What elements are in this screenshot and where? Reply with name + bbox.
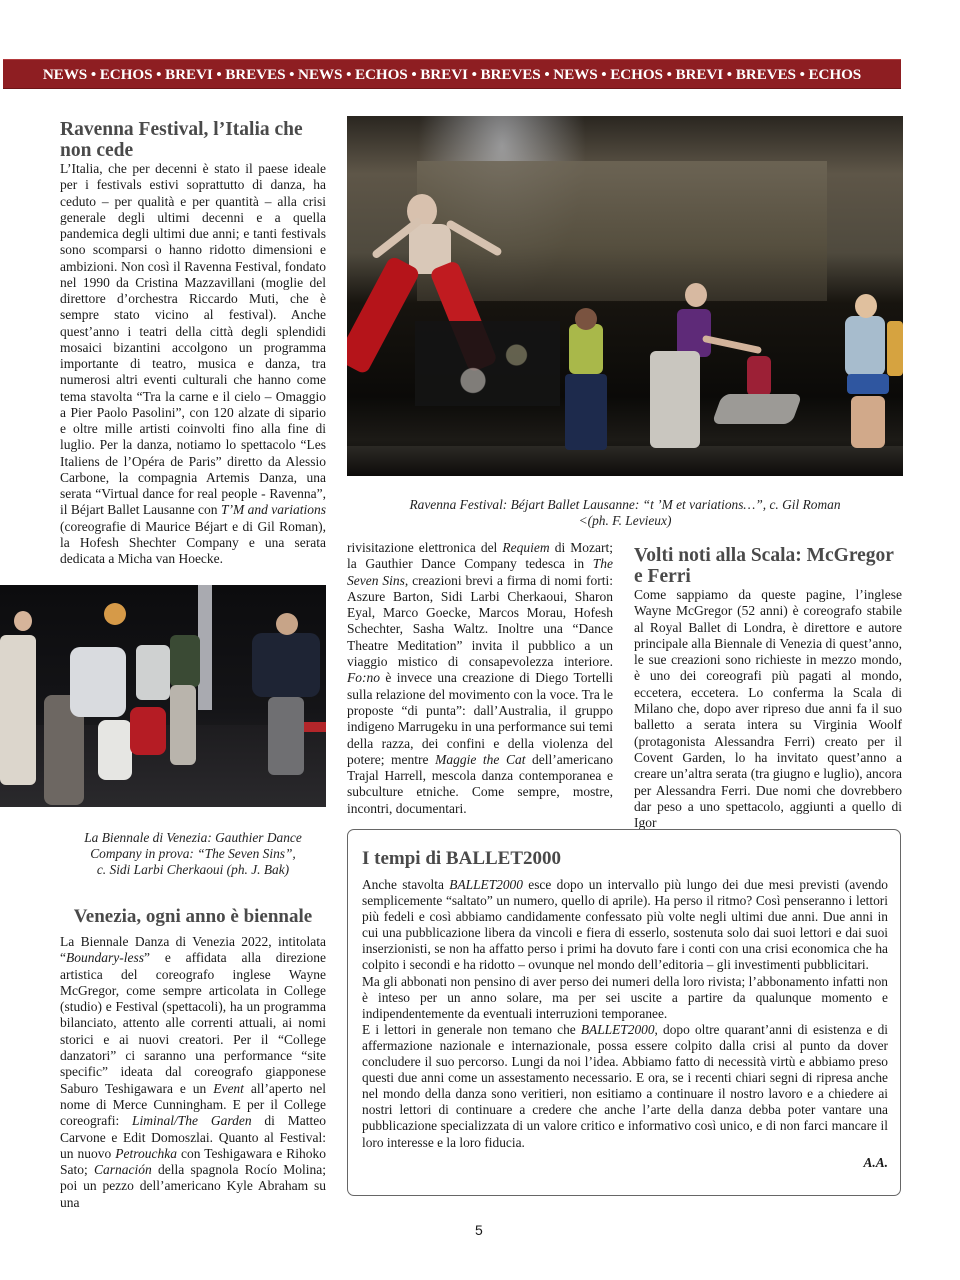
article-text: Ma gli abbonati non pensino di aver perso dei numeri della loro rivista; l’abbonamento infatti non è inteso per un anno solare, ma per sei uscite a partire da qualunque momento e indipendentemente da eventuali interruzioni temporanee. bbox=[362, 973, 888, 1021]
article-text: , creazioni brevi a firma di nomi forti: Aszure Barton, Sidi Larbi Cherkaoui, Sharon Eyal, Marco Goecke, Marcos Morau, Hofesh Schechter, Sasha Waltz. Inoltre una “Dance Theatre Meditation” invita il pubblico a un viaggio mistico di consapevolezza interiore. bbox=[347, 572, 613, 670]
stage-floor bbox=[347, 446, 903, 476]
work-title: Liminal/The Garden bbox=[132, 1113, 252, 1129]
dancer bbox=[98, 720, 132, 780]
work-title: Fo:no bbox=[347, 670, 380, 686]
dancer-shorts bbox=[847, 374, 889, 394]
article-text: dell’americano Trajal Harrell, mescola danza contemporanea e subculture etniche. Come sempre, mostre, incontri, documentari. bbox=[347, 751, 613, 816]
article-body bbox=[60, 934, 326, 1211]
dancer-green bbox=[569, 324, 603, 374]
red-cloth bbox=[304, 722, 326, 732]
article-text: L’Italia, che per decenni è stato il paese ideale per i festivals estivi soprattutto di danza, ha ceduto – per qualità e per quantità – alla crisi generale degli ultimi decenni e a quella pandemica degli ultimi due anni; e tanti festivals sono scomparsi o hanno ridotto dimensioni e ambizioni. Non così il Ravenna Festival, fondato nel 1990 da Cristina Mazzavillani (moglie del direttore d’orchestra Riccardo Muti, che è sempre stato vicino al festival). Anche quest’anno i teatri della città degli splendidi mosaici bizantini accolgono un programma importante di teatro, musica e danza, tra numerosi altri eventi culturali che hanno come tema stavolta “Tra la carne e il cielo – Omaggio a Pier Paolo Pasolini”, con 120 alzate di sipario e oltre mille artisti coinvolti fino alla fine di luglio. Per la danza, notiamo lo spettacolo “Les Italiens de l’Opéra de Paris” diretto da Alessio Carbone, la compagnia Artemis Danza, una serata “Virtual dance for real people - Ravenna”, il Béjart Ballet Lausanne con bbox=[60, 161, 326, 518]
article-text: della spagnola Rocío Molina; poi un pezzo dell’americano Kyle Abraham su una bbox=[60, 1162, 326, 1210]
article-ravenna bbox=[60, 120, 326, 567]
work-title: Requiem bbox=[502, 540, 550, 555]
dancer-head bbox=[685, 283, 707, 307]
dancer bbox=[136, 645, 170, 700]
work-title: Maggie the Cat bbox=[435, 751, 526, 767]
photo-caption-main bbox=[347, 497, 903, 529]
caption-credit: <(ph. F. Levieux) bbox=[578, 513, 672, 528]
article-body: Come sappiamo da queste pagine, l’inglese Wayne McGregor (52 anni) è coreografo stabile al Royal Ballet di Londra, è direttore e autore principale alla Biennale di Venezia di quest’anno, le sue creazioni sono richieste in mezzo mondo, è uno dei coreografi più pagati al mondo, eccetera, eccetera. Lo conferma la Scala di Milano che, dopo aver ripreso due anni fa il suo balletto a serata intera su Virginia Woolf (protagonista Alessandra Ferri) creato per il Covent Garden, lo ha invitato quest’anno a creare un’altra serata (tra giugno e luglio), ancora per Alessandra Ferri. Due nomi che dovrebbero dar peso a uno spettacolo, aggiunti a quello di Igor bbox=[634, 587, 902, 831]
choreographer-head bbox=[276, 613, 298, 635]
dancer-leg bbox=[347, 255, 421, 375]
dancer-purple bbox=[677, 309, 711, 357]
dancer-head bbox=[855, 294, 877, 318]
caption-credit: c. Sidi Larbi Cherkaoui (ph. J. Bak) bbox=[96, 862, 290, 877]
editorial-box bbox=[347, 829, 901, 1196]
article-scala bbox=[634, 545, 902, 831]
article-body bbox=[60, 161, 326, 567]
article-text: , dopo oltre quarant’anni di esistenza e di affermazione nazionale e internazionale, possa essere colpito dalla crisi al punto da dover concludere il suo percorso. Lungi da noi l’idea. Abbiamo fatto di necessità virtù e abbiamo preso questi due anni come un assestamento necessario. E ora, se i recenti chiari segni di ripresa anche nel mondo della danza sono veritieri, non esitiamo a continuare il nostro lavoro e a chiedere ai nostri lettori di continuare a credere che anche l’arte della danza debba poter vantare una pubblicazione specializzata di un valore critico e informativo così unico, e di non farci mancare il loro interesse e la loro fiducia. bbox=[362, 1021, 888, 1150]
editorial-paragraph bbox=[362, 974, 888, 1022]
editorial-paragraph bbox=[362, 877, 888, 974]
work-title: T’M and variations bbox=[220, 502, 326, 518]
work-title: BALLET2000 bbox=[580, 1021, 655, 1037]
article-text: all’aperto nel nome di Merce Cunningham. E per il College coreografi: bbox=[60, 1080, 326, 1129]
photo-gauthier-dance bbox=[0, 585, 326, 807]
article-text: esce dopo un intervallo più lungo dei due mesi previsti (avendo semplicemente “saltato” un numero, quello di aprile). Ha perso il ritmo? Così penseranno i lettori più fedeli e così abbiamo candidamente confessato più volte negli ultimi due anni. Due anni in cui una pubblicazione libera da vincoli e fiera di esserlo, sostenuta solo dai suoi lettori e dai suoi inserzionisti, se non ha affatto perso i primi ha dovuto fare i conti con una crisi economica che ha colpito i secondi e ha ridotto – ovunque nel mondo dell’editoria – gli investimenti pubblicitari. bbox=[362, 877, 888, 973]
photo-bejart-ballet bbox=[347, 116, 903, 476]
article-venezia-continued bbox=[347, 540, 613, 817]
dancer-red bbox=[130, 707, 166, 755]
article-text: E i lettori in generale non temano che bbox=[362, 1021, 581, 1037]
dancer bbox=[70, 647, 126, 717]
editorial-paragraph bbox=[362, 1022, 888, 1151]
work-title: Boundary-less bbox=[66, 950, 144, 966]
dancer-head bbox=[104, 603, 126, 625]
work-title: BALLET2000 bbox=[449, 877, 523, 892]
article-text: è invece una creazione di Diego Tortelli sulla relazione del movimento con la voce. Tra le proposte “di punta”: dall’Australia, il gruppo indigeno Marrugeku in una performance sui temi della razza, dei confini e della violenza del potere; mentre bbox=[347, 670, 613, 767]
dancer bbox=[170, 685, 196, 765]
dancer-green bbox=[170, 635, 200, 687]
dancer-blue bbox=[845, 316, 885, 376]
section-banner: NEWS • ECHOS • BREVI • BREVES • NEWS • ECHOS • BREVI • BREVES • NEWS • ECHOS • BREVI • BREVES • ECHOS bbox=[3, 59, 901, 89]
editorial-body bbox=[362, 877, 888, 1151]
work-title: Carnación bbox=[94, 1162, 152, 1178]
article-headline: Volti noti alla Scala: McGregor e Ferri bbox=[634, 545, 894, 587]
article-text: di Matteo Carvone e Edit Domoszlai. Quanto al Festival: un nuovo bbox=[60, 1113, 326, 1161]
dancer-grey-pants bbox=[712, 394, 803, 424]
page-number: 5 bbox=[475, 1222, 483, 1238]
article-text: Anche stavolta bbox=[362, 877, 450, 892]
article-venezia bbox=[60, 906, 326, 1211]
article-text: con Teshigawara e Rihoko Sato; bbox=[60, 1145, 326, 1178]
dancer-red-top bbox=[747, 356, 771, 396]
dancer-head bbox=[14, 611, 32, 631]
stage-backdrop bbox=[417, 161, 827, 301]
choreographer bbox=[252, 633, 320, 697]
dancer-yellow bbox=[887, 321, 903, 376]
article-text: di Mozart; la Gauthier Dance Company tedesca in bbox=[347, 540, 613, 572]
article-text: ” e affidata alla direzione artistica del coreografo inglese Wayne McGregor, come sempre articolata in College (studio) e Festival (spettacoli), ha un programma bilanciato, attento alle correnti attuali, ai nomi storici e ai nuovi creatori. Per il “College danzatori” ci saranno una performance “site specific” ideata dal coreografo giapponese Saburo Teshigawara e un bbox=[60, 950, 326, 1096]
article-text: (coreografie di Maurice Béjart e di Gil Roman), la Hofesh Shechter Company e una serata dedicata a Micha van Hoecke. bbox=[60, 518, 326, 566]
dancer-head bbox=[575, 308, 597, 330]
article-headline: Ravenna Festival, l’Italia che non cede bbox=[60, 119, 303, 161]
dancer-legs bbox=[851, 396, 885, 448]
caption-line: La Biennale di Venezia: Gauthier Dance bbox=[84, 830, 302, 845]
dancer-pants bbox=[650, 351, 700, 448]
work-title: Petrouchka bbox=[115, 1145, 177, 1161]
editorial-signature: A.A. bbox=[863, 1154, 888, 1170]
editorial-headline: I tempi di BALLET2000 bbox=[362, 848, 562, 869]
dancer bbox=[0, 635, 36, 785]
work-title: The Seven Sins bbox=[347, 556, 613, 588]
choreographer-pants bbox=[268, 697, 304, 775]
band-instruments bbox=[415, 321, 560, 406]
photo-caption-secondary bbox=[60, 830, 326, 878]
article-text: La Biennale Danza di Venezia 2022, intitolata “ bbox=[60, 934, 326, 966]
work-title: Event bbox=[213, 1080, 244, 1096]
article-headline: Venezia, ogni anno è biennale bbox=[73, 906, 313, 927]
caption-line: Company in prova: “The Seven Sins”, bbox=[90, 846, 296, 861]
dancer-jeans bbox=[565, 374, 607, 450]
article-text: rivisitazione elettronica del bbox=[347, 540, 503, 555]
caption-line: Ravenna Festival: Béjart Ballet Lausanne: “t ’M et variations…”, c. Gil Roman bbox=[409, 497, 841, 512]
stage-pillar bbox=[198, 585, 212, 710]
